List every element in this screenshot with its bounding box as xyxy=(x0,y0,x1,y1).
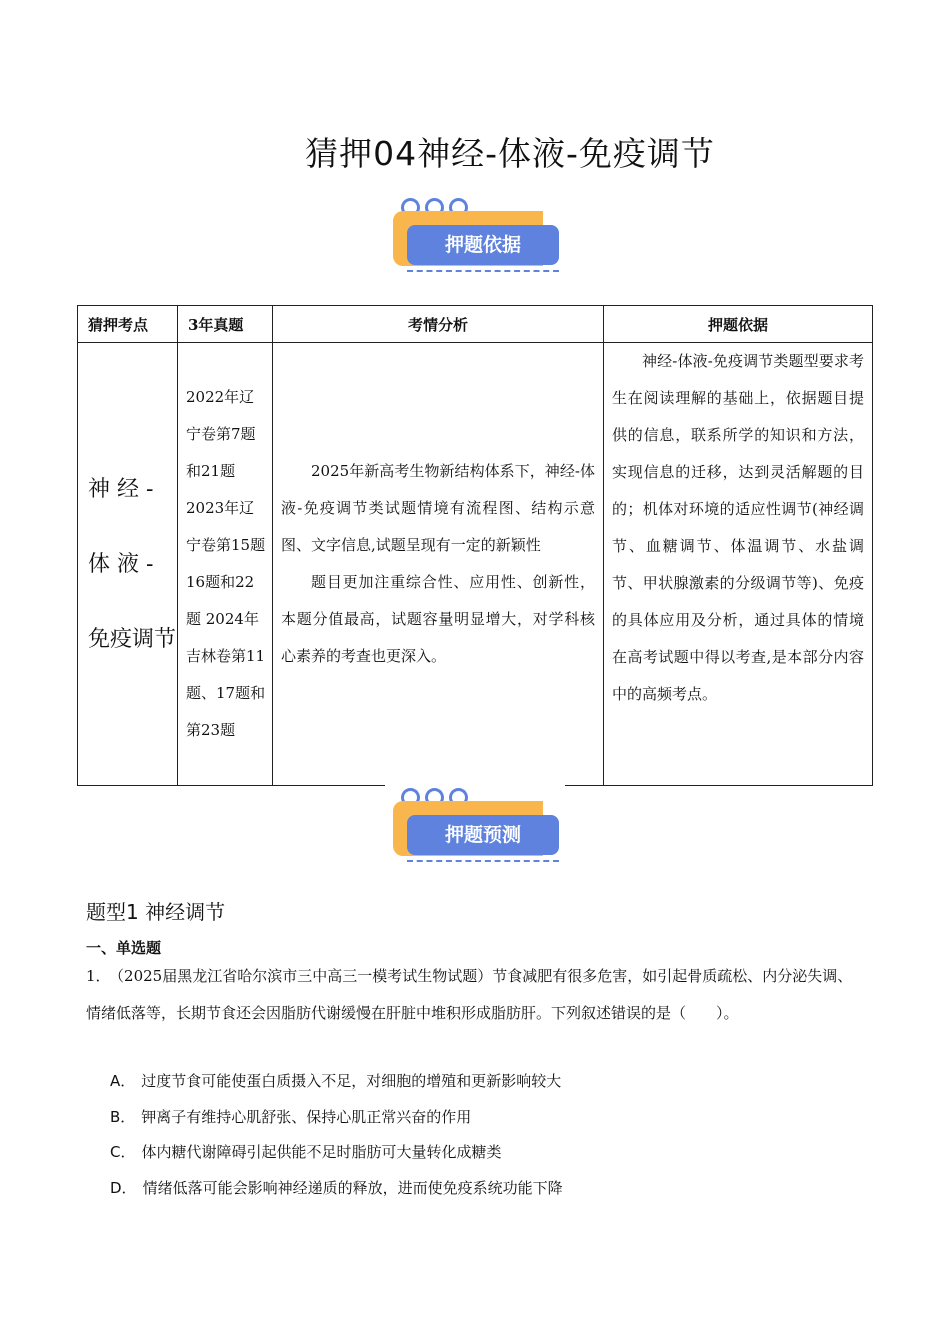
page-title: 猜押04神经-体液-免疫调节 xyxy=(305,134,715,173)
exam-table xyxy=(77,305,873,786)
header-topic: 猜押考点 xyxy=(78,306,178,343)
question-text: （2025届黑龙江省哈尔滨市三中高三一模考试生物试题）节食减肥有很多危害，如引起骨质疏松、内分泌失调、情绪低落等，长期节食还会因脂肪代谢缓慢在肝脏中堆积形成脂肪肝。下列叙述错误的是（ ）。 xyxy=(86,967,853,1022)
basis-paragraph: 神经-体液-免疫调节类题型要求考生在阅读理解的基础上，依据题目提供的信息，联系所学的知识和方法，实现信息的迁移，达到灵活解题的目的；机体对环境的适应性调节(神经调节、血糖调节、体温调节、水盐调节、甲状腺激素的分级调节等)、免疫的具体应用及分析，通过具体的情境在高考试题中得以考查,是本部分内容中的高频考点。 xyxy=(612,352,864,703)
banner-basis xyxy=(393,198,563,278)
banner-predict-label: 押题预测 xyxy=(407,815,559,855)
options-list xyxy=(110,1064,563,1206)
section-title: 题型1 神经调节 xyxy=(86,900,226,924)
option-b: B． 钾离子有维持心肌舒张、保持心肌正常兴奋的作用 xyxy=(110,1107,472,1126)
cell-exams: 2022年辽宁卷第7题和21题 2023年辽宁卷第15题16题和22题 2024年吉林卷第11题、17题和第23题 xyxy=(178,343,273,786)
cell-analysis xyxy=(273,343,604,786)
header-exams: 3年真题 xyxy=(178,306,273,343)
option-c: C． 体内糖代谢障碍引起供能不足时脂肪可大量转化成糖类 xyxy=(110,1143,502,1161)
table-header-row xyxy=(78,306,873,343)
analysis-paragraph-2: 题目更加注重综合性、应用性、创新性，本题分值最高，试题容量明显增大，对学科核心素养的考查也更深入。 xyxy=(281,573,595,665)
question-stem xyxy=(86,958,866,1032)
cell-topic: 神 经 - 体 液 - 免疫调节 xyxy=(78,343,178,786)
header-basis: 押题依据 xyxy=(604,306,873,343)
option-d: D． 情绪低落可能会影响神经递质的释放，进而使免疫系统功能下降 xyxy=(110,1178,563,1197)
banner-predict xyxy=(393,788,563,868)
banner-basis-label: 押题依据 xyxy=(407,225,559,265)
option-a: A． 过度节食可能使蛋白质摄入不足，对细胞的增殖和更新影响较大 xyxy=(110,1072,562,1090)
subsection-title: 一、单选题 xyxy=(86,939,162,957)
question-number: 1． xyxy=(86,967,111,985)
table-row xyxy=(78,343,873,786)
header-analysis: 考情分析 xyxy=(273,306,604,343)
cell-basis xyxy=(604,343,873,786)
analysis-paragraph-1: 2025年新高考生物新结构体系下，神经-体液-免疫调节类试题情境有流程图、结构示意图、文字信息,试题呈现有一定的新颖性 xyxy=(281,462,595,554)
